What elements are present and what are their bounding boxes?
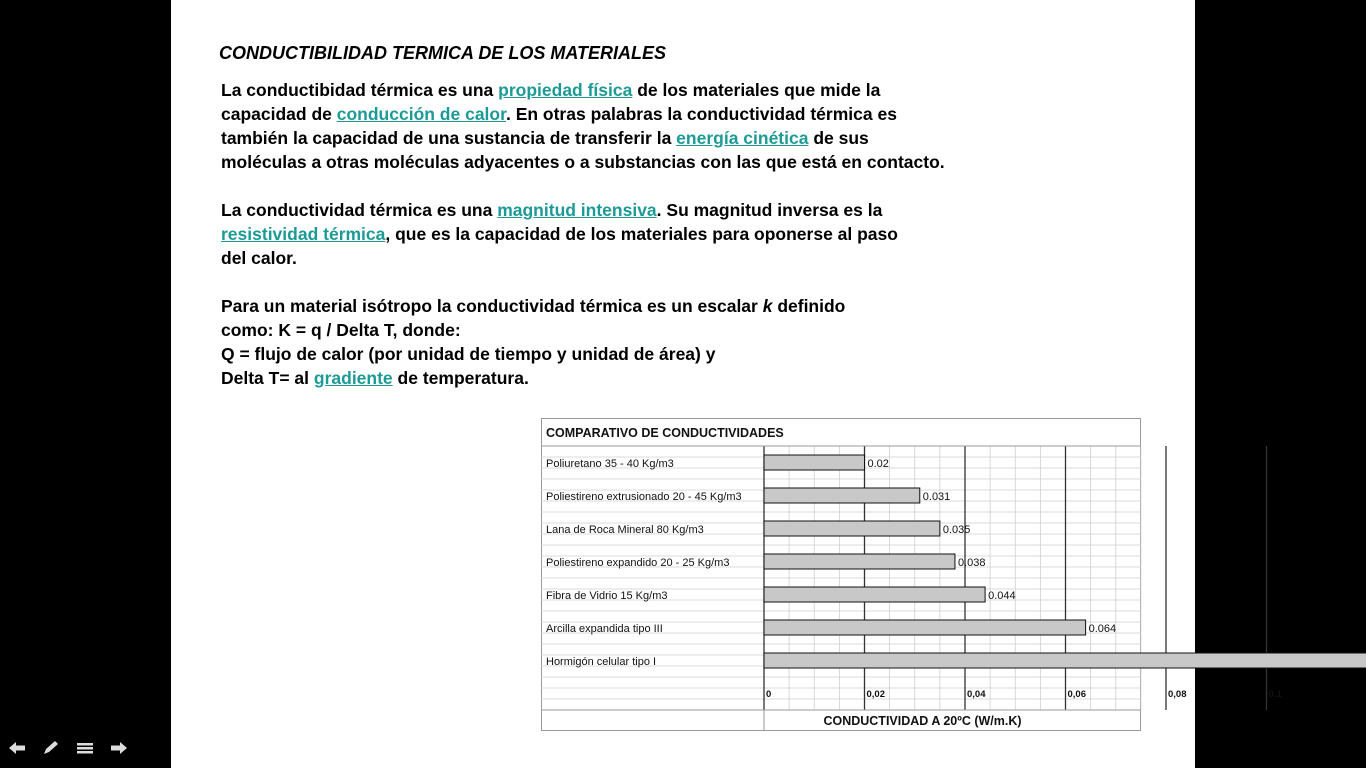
text-run: Delta T= al <box>221 368 314 388</box>
bar <box>764 653 1366 668</box>
text-run: . En otras palabras la conductividad térmica es <box>505 104 897 124</box>
x-tick-label: 0 <box>766 689 772 700</box>
text-run: de temperatura. <box>392 368 529 388</box>
text-run: La conductividad térmica es una <box>221 200 498 220</box>
bar-value-label: 0.02 <box>867 458 889 470</box>
category-label: Arcilla expandida tipo III <box>546 623 663 635</box>
link-propiedad-fisica[interactable]: propiedad física <box>498 80 633 100</box>
x-tick-label: 0.1 <box>1268 689 1282 700</box>
bar-value-label: 0.064 <box>1088 623 1117 635</box>
text-run: de los materiales que mide la <box>632 80 881 100</box>
x-tick-label: 0,08 <box>1168 689 1187 700</box>
paragraph-magnitude <box>221 198 1121 270</box>
link-gradiente[interactable]: gradiente <box>313 368 393 388</box>
bar <box>764 455 865 470</box>
bar <box>764 488 920 503</box>
previous-icon[interactable] <box>7 738 27 758</box>
link-energia-cinetica[interactable]: energía cinética <box>676 128 809 148</box>
bar-value-label: 0.038 <box>957 557 986 569</box>
text-line <box>221 366 1121 390</box>
category-label: Hormigón celular tipo I <box>546 656 657 668</box>
variable-k: k <box>762 296 773 316</box>
slide-title: CONDUCTIBILIDAD TERMICA DE LOS MATERIALES <box>219 43 666 63</box>
text-line: del calor. <box>221 248 297 268</box>
link-resistividad-termica[interactable]: resistividad térmica <box>221 224 386 244</box>
x-tick-label: 0,02 <box>866 689 885 700</box>
pen-icon[interactable] <box>41 738 61 758</box>
text-line: como: K = q / Delta T, donde: <box>221 320 461 340</box>
text-run: también la capacidad de una sustancia de transferir la <box>221 128 677 148</box>
text-line <box>221 222 1121 246</box>
text-line <box>221 294 1121 318</box>
text-line <box>221 126 1121 150</box>
text-line <box>221 78 1121 102</box>
slide <box>171 0 1282 768</box>
bar <box>764 587 985 602</box>
category-label: Poliestireno expandido 20 - 25 Kg/m3 <box>546 557 730 569</box>
text-line: Q = flujo de calor (por unidad de tiempo y unidad de área) y <box>221 344 716 364</box>
text-line: moléculas a otras moléculas adyacentes o a substancias con las que está en contacto. <box>221 152 945 172</box>
paragraph-formula <box>221 294 1121 390</box>
bar-value-label: 0.035 <box>942 524 971 536</box>
slide-body <box>221 78 1121 414</box>
paragraph-definition <box>221 78 1121 174</box>
category-label: Fibra de Vidrio 15 Kg/m3 <box>546 590 668 602</box>
category-label: Poliestireno extrusionado 20 - 45 Kg/m3 <box>546 491 742 503</box>
x-tick-label: 0,06 <box>1067 689 1086 700</box>
category-label: Poliuretano 35 - 40 Kg/m3 <box>546 458 674 470</box>
chart-title: COMPARATIVO DE CONDUCTIVIDADES <box>546 426 784 440</box>
text-run: capacidad de <box>221 104 337 124</box>
text-line <box>221 198 1121 222</box>
text-run: La conductibidad térmica es una <box>221 80 499 100</box>
text-line <box>221 102 1121 126</box>
text-run: , que es la capacidad de los materiales para oponerse al paso <box>385 224 898 244</box>
chart-svg <box>541 418 1282 731</box>
x-axis-label: CONDUCTIVIDAD A 20ºC (W/m.K) <box>823 714 1022 728</box>
next-icon[interactable] <box>109 738 129 758</box>
x-tick-label: 0,04 <box>967 689 986 700</box>
link-conduccion-de-calor[interactable]: conducción de calor <box>336 104 506 124</box>
menu-icon[interactable] <box>75 738 95 758</box>
text-run: definido <box>772 296 846 316</box>
slide-navigation <box>7 738 129 758</box>
bar-value-label: 0.031 <box>922 491 951 503</box>
conductivity-chart <box>541 418 1282 731</box>
link-magnitud-intensiva[interactable]: magnitud intensiva <box>497 200 657 220</box>
text-run: de sus <box>808 128 869 148</box>
category-column <box>542 447 763 709</box>
text-run: Para un material isótropo la conductividad térmica es un escalar <box>221 296 763 316</box>
category-label: Lana de Roca Mineral 80 Kg/m3 <box>546 524 704 536</box>
text-run: . Su magnitud inversa es la <box>656 200 883 220</box>
bar <box>764 620 1086 635</box>
bar <box>764 521 940 536</box>
bar-value-label: 0.044 <box>988 590 1016 602</box>
bar <box>764 554 955 569</box>
